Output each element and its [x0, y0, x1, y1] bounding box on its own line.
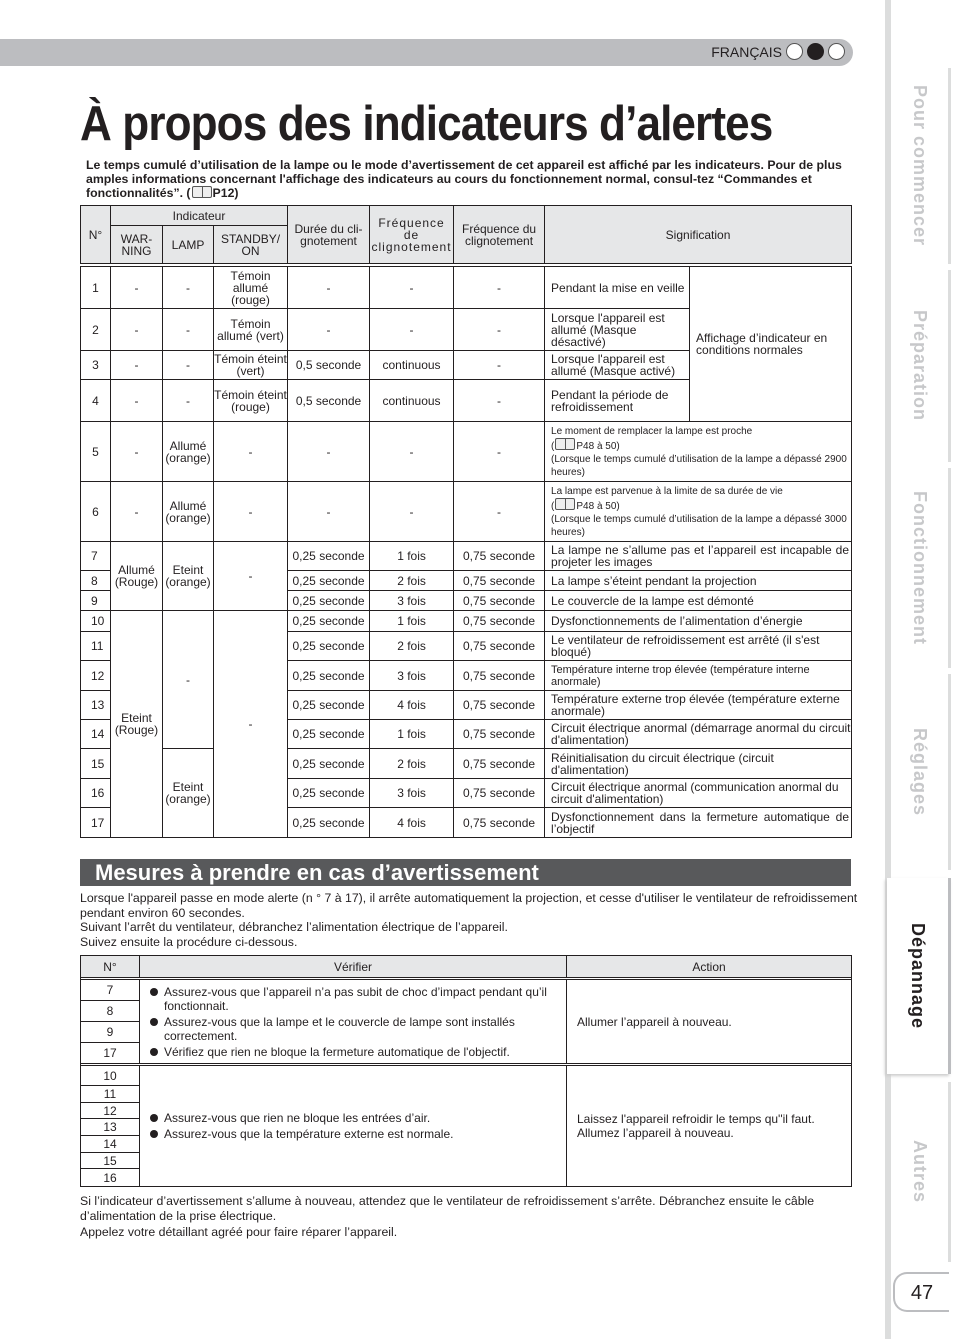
cell-frequence-2: -: [454, 482, 545, 542]
cell-frequence-1: 2 fois: [370, 632, 454, 661]
cell-signification: Température interne trop élevée (température interne anormale): [545, 661, 852, 691]
cell-duree: 0,25 seconde: [288, 661, 370, 691]
cell-duree: -: [288, 422, 370, 482]
cell-warning: -: [111, 422, 163, 482]
book-reference-icon: [555, 438, 575, 450]
action-line: Laissez l'appareil refroidir le temps qu''il faut.: [577, 1112, 815, 1126]
cell-frequence-1: 1 fois: [370, 720, 454, 749]
cell-no: 7: [81, 542, 111, 571]
cell-signification: Lorsque l'appareil est allumé (Masque activé): [545, 351, 690, 380]
action-text: Allumer l’appareil à nouveau.: [567, 980, 852, 1064]
cell-frequence-1: 3 fois: [370, 779, 454, 808]
cell-frequence-2: -: [454, 309, 545, 351]
cell-warning: -: [111, 380, 163, 422]
cell-no: 1: [81, 267, 111, 309]
table-row: [81, 611, 852, 632]
cell-duree: 0,25 seconde: [288, 720, 370, 749]
cell-lamp: Allumé (orange): [163, 482, 214, 542]
language-indicator: [711, 43, 845, 60]
cell-no: 15: [81, 1153, 140, 1169]
cell-duree: 0,25 seconde: [288, 749, 370, 779]
cell-frequence-2: -: [454, 351, 545, 380]
cell-frequence-1: continuous: [370, 351, 454, 380]
cell-signification: Le ventilateur de refroidissement est arrêté (il s'est bloqué): [545, 632, 852, 661]
indicator-table: [80, 205, 852, 838]
tab-fonctionnement[interactable]: [891, 468, 951, 668]
cell-no: 6: [81, 482, 111, 542]
cell-frequence-1: 2 fois: [370, 749, 454, 779]
cell-lamp: -: [163, 380, 214, 422]
table-row: [81, 267, 852, 309]
cell-signification: Pendant la période de refroidissement: [545, 380, 690, 422]
cell-signification: [545, 422, 852, 482]
cell-no: 14: [81, 1136, 140, 1153]
cell-frequence-1: 4 fois: [370, 808, 454, 838]
cell-warning: -: [111, 482, 163, 542]
cell-lamp: -: [163, 309, 214, 351]
cell-duree: 0,25 seconde: [288, 779, 370, 808]
cell-frequence-1: -: [370, 482, 454, 542]
signification-ref: ( P48 à 50): [551, 438, 851, 453]
cell-no: 11: [81, 1086, 140, 1103]
cell-frequence-1: 1 fois: [370, 542, 454, 571]
cell-frequence-2: 0,75 seconde: [454, 749, 545, 779]
cell-duree: 0,25 seconde: [288, 632, 370, 661]
cell-signification: La lampe s’éteint pendant la projection: [545, 571, 852, 591]
table-row: [81, 542, 852, 571]
cell-signification: Dysfonctionnement dans la fermeture automatique de l’objectif: [545, 808, 852, 838]
tab-depannage[interactable]: [887, 878, 951, 1074]
cell-frequence-1: 3 fois: [370, 591, 454, 611]
cell-frequence-2: 0,75 seconde: [454, 661, 545, 691]
language-dot-2-icon: [807, 43, 824, 60]
cell-warning: -: [111, 309, 163, 351]
cell-no: 10: [81, 611, 111, 632]
check-list: [140, 1066, 567, 1187]
cell-standby: -: [214, 482, 288, 542]
section-heading: Mesures à prendre en cas d’avertissement: [80, 859, 851, 886]
header-lamp: LAMP: [163, 226, 214, 264]
cell-frequence-1: continuous: [370, 380, 454, 422]
cell-no: 15: [81, 749, 111, 779]
tab-autres[interactable]: [891, 1082, 951, 1262]
cell-no: 12: [81, 1103, 140, 1119]
cell-no: 13: [81, 1119, 140, 1136]
cell-frequence-2: 0,75 seconde: [454, 611, 545, 632]
signification-ref-text: P48 à 50): [576, 500, 620, 512]
cell-signification: Circuit électrique anormal (communication anormal du circuit d'alimentation): [545, 779, 852, 808]
signification-line: (Lorsque le temps cumulé d’utilisation de la lampe a dépassé 3000 heures): [551, 513, 847, 538]
cell-duree: 0,25 seconde: [288, 571, 370, 591]
cell-signification: Pendant la mise en veille: [545, 267, 690, 309]
cell-signification: Dysfonctionnements de l’alimentation d’énergie: [545, 611, 852, 632]
cell-lamp: -: [163, 267, 214, 309]
cell-no: 17: [81, 808, 111, 838]
header-bar: [0, 39, 853, 66]
header-no: N°: [81, 206, 111, 264]
check-item: Assurez-vous que rien ne bloque les entrées d’air.: [150, 1111, 566, 1125]
page-title: À propos des indicateurs d’alertes: [80, 97, 773, 151]
action-text: [567, 1066, 852, 1187]
intro-ref: P12): [212, 186, 239, 200]
signification-line: La lampe est parvenue à la limite de sa durée de vie: [551, 485, 783, 497]
cell-lamp: -: [163, 611, 214, 749]
check-item: Assurez-vous que l’appareil n’a pas subit de choc d’impact pendant qu’il fonctionnait.: [150, 985, 566, 1013]
header-action: Action: [567, 956, 852, 978]
cell-lamp: Allumé (orange): [163, 422, 214, 482]
cell-frequence-2: 0,75 seconde: [454, 571, 545, 591]
signification-ref-text: P48 à 50): [576, 440, 620, 452]
cell-duree: -: [288, 267, 370, 309]
cell-no: 7: [81, 980, 140, 1001]
cell-no: 9: [81, 1022, 140, 1043]
cell-frequence-1: -: [370, 422, 454, 482]
cell-frequence-2: -: [454, 380, 545, 422]
cell-frequence-1: -: [370, 309, 454, 351]
cell-warning: -: [111, 267, 163, 309]
cell-warning: Eteint (Rouge): [111, 611, 163, 838]
check-item: Assurez-vous que la température externe est normale.: [150, 1127, 566, 1141]
cell-frequence-2: 0,75 seconde: [454, 808, 545, 838]
cell-standby: -: [214, 542, 288, 611]
cell-standby: -: [214, 611, 288, 838]
language-label: FRANÇAIS: [711, 43, 782, 60]
cell-signification: Le couvercle de la lampe est démonté: [545, 591, 852, 611]
cell-frequence-2: 0,75 seconde: [454, 591, 545, 611]
header-verifier: Vérifier: [140, 956, 567, 978]
cell-duree: -: [288, 309, 370, 351]
book-reference-icon: [555, 498, 575, 510]
cell-frequence-1: 4 fois: [370, 691, 454, 720]
signification-ref: ( P48 à 50): [551, 498, 851, 513]
cell-no: 4: [81, 380, 111, 422]
cell-standby: Témoin éteint (rouge): [214, 380, 288, 422]
cell-frequence-2: -: [454, 267, 545, 309]
intro-text: [86, 158, 886, 200]
cell-signification: Réinitialisation du circuit électrique (circuit d'alimentation): [545, 749, 852, 779]
cell-no: 10: [81, 1066, 140, 1086]
cell-frequence-1: 2 fois: [370, 571, 454, 591]
cell-lamp: Eteint (orange): [163, 542, 214, 611]
cell-frequence-2: 0,75 seconde: [454, 632, 545, 661]
cell-no: 3: [81, 351, 111, 380]
cell-signification: Lorsque l'appareil est allumé (Masque désactivé): [545, 309, 690, 351]
cell-frequence-2: 0,75 seconde: [454, 779, 545, 808]
cell-frequence-1: 3 fois: [370, 661, 454, 691]
header-warning: WAR-NING: [111, 226, 163, 264]
header-standby: STANDBY/ ON: [214, 226, 288, 264]
cell-duree: 0,25 seconde: [288, 542, 370, 571]
check-item: Vérifiez que rien ne bloque la fermeture automatique de l'objectif.: [150, 1045, 566, 1059]
cell-warning: -: [111, 351, 163, 380]
language-dot-1-icon: [786, 43, 803, 60]
cell-duree: 0,25 seconde: [288, 611, 370, 632]
cell-signification: [545, 482, 852, 542]
header-frequence-2: Fréquence du clignotement: [454, 206, 545, 264]
cell-no: 5: [81, 422, 111, 482]
cell-no: 16: [81, 779, 111, 808]
tab-label: Fonctionnement: [910, 491, 930, 645]
section-paragraph-3: Suivez ensuite la procédure ci-dessous.: [80, 935, 298, 949]
signification-line: (Lorsque le temps cumulé d’utilisation de la lampe a dépassé 2900 heures): [551, 453, 847, 478]
header-no: N°: [81, 956, 140, 978]
header-signification: Signification: [545, 206, 852, 264]
cell-no: 17: [81, 1043, 140, 1064]
tab-label: Dépannage: [908, 922, 928, 1030]
table-row: [81, 422, 852, 482]
cell-standby: Témoin allumé (rouge): [214, 267, 288, 309]
cell-no: 14: [81, 720, 111, 749]
cell-standby: -: [214, 422, 288, 482]
table-row: [81, 749, 852, 779]
cell-duree: 0,25 seconde: [288, 808, 370, 838]
tab-label: Préparation: [910, 310, 930, 422]
header-indicateur: Indicateur: [111, 206, 288, 226]
tab-label: Pour commencer: [910, 85, 930, 247]
cell-normal-conditions: Affichage d’indicateur en conditions normales: [690, 267, 852, 422]
signification-line: Le moment de remplacer la lampe est proche: [551, 425, 753, 437]
page-number: 47: [893, 1272, 949, 1312]
section-paragraph-1: Lorsque l'appareil passe en mode alerte (n ° 7 à 17), il arrête automatiquement la projection, et cesse d'utiliser le ventilateur de refroidissement pendant environ 60 secondes.: [80, 891, 858, 920]
cell-no: 2: [81, 309, 111, 351]
cell-no: 8: [81, 571, 111, 591]
cell-standby: Témoin allumé (vert): [214, 309, 288, 351]
check-item: Assurez-vous que la lampe et le couvercle de lampe sont installés correctement.: [150, 1015, 566, 1043]
side-tabs: [887, 0, 954, 1339]
table-row: [81, 482, 852, 542]
header-frequence-1: Fréquence de clignotement: [370, 206, 454, 264]
cell-no: 16: [81, 1169, 140, 1187]
cell-frequence-1: -: [370, 267, 454, 309]
cell-lamp: Eteint (orange): [163, 749, 214, 838]
cell-frequence-2: -: [454, 422, 545, 482]
footer-paragraph-2: Appelez votre détaillant agréé pour faire réparer l’appareil.: [80, 1225, 398, 1239]
tab-pour-commencer[interactable]: [891, 68, 951, 264]
cell-duree: 0,5 seconde: [288, 351, 370, 380]
cell-duree: 0,5 seconde: [288, 380, 370, 422]
cell-no: 12: [81, 661, 111, 691]
cell-no: 8: [81, 1001, 140, 1022]
header-duree: Durée du cli-gnotement: [288, 206, 370, 264]
tab-reglages[interactable]: [891, 674, 951, 870]
cell-frequence-2: 0,75 seconde: [454, 691, 545, 720]
cell-no: 13: [81, 691, 111, 720]
intro-body: Le temps cumulé d’utilisation de la lampe ou le mode d’avertissement de cet appareil est affiché par les indicateurs. Pour de plus amples informations concernant l'affichage des indicateurs au cours du fonctionnement normal, consul-tez “Commandes et fonctionnalités”. (: [86, 158, 842, 200]
cell-frequence-1: 1 fois: [370, 611, 454, 632]
tab-label: Réglages: [910, 727, 930, 817]
action-table: [80, 955, 852, 1187]
language-dot-3-icon: [828, 43, 845, 60]
action-line: Allumez l’appareil à nouveau.: [577, 1126, 734, 1140]
section-paragraph-2: Suivant l’arrêt du ventilateur, débranchez l’alimentation électrique de l’appareil.: [80, 920, 508, 934]
cell-signification: Température externe trop élevée (température externe anormale): [545, 691, 852, 720]
cell-frequence-2: 0,75 seconde: [454, 720, 545, 749]
cell-no: 11: [81, 632, 111, 661]
cell-signification: Circuit électrique anormal (démarrage anormal du circuit d'alimentation): [545, 720, 852, 749]
cell-no: 9: [81, 591, 111, 611]
cell-standby: Témoin éteint (vert): [214, 352, 287, 378]
footer-paragraph-1: Si l’indicateur d’avertissement s’allume à nouveau, attendez que le ventilateur de refroidissement s’arrête. Débranchez ensuite le câble d’alimentation de la prise électrique.: [80, 1194, 815, 1223]
check-list: [140, 980, 567, 1064]
tab-preparation[interactable]: [891, 270, 951, 462]
cell-duree: 0,25 seconde: [288, 591, 370, 611]
cell-frequence-2: 0,75 seconde: [454, 542, 545, 571]
cell-warning: Allumé (Rouge): [111, 542, 163, 611]
cell-duree: 0,25 seconde: [288, 691, 370, 720]
book-reference-icon: [192, 186, 212, 198]
cell-duree: -: [288, 482, 370, 542]
tab-label: Autres: [910, 1140, 930, 1204]
cell-lamp: -: [163, 351, 214, 380]
cell-signification: La lampe ne s’allume pas et l’appareil est incapable de projeter les images: [545, 542, 852, 571]
